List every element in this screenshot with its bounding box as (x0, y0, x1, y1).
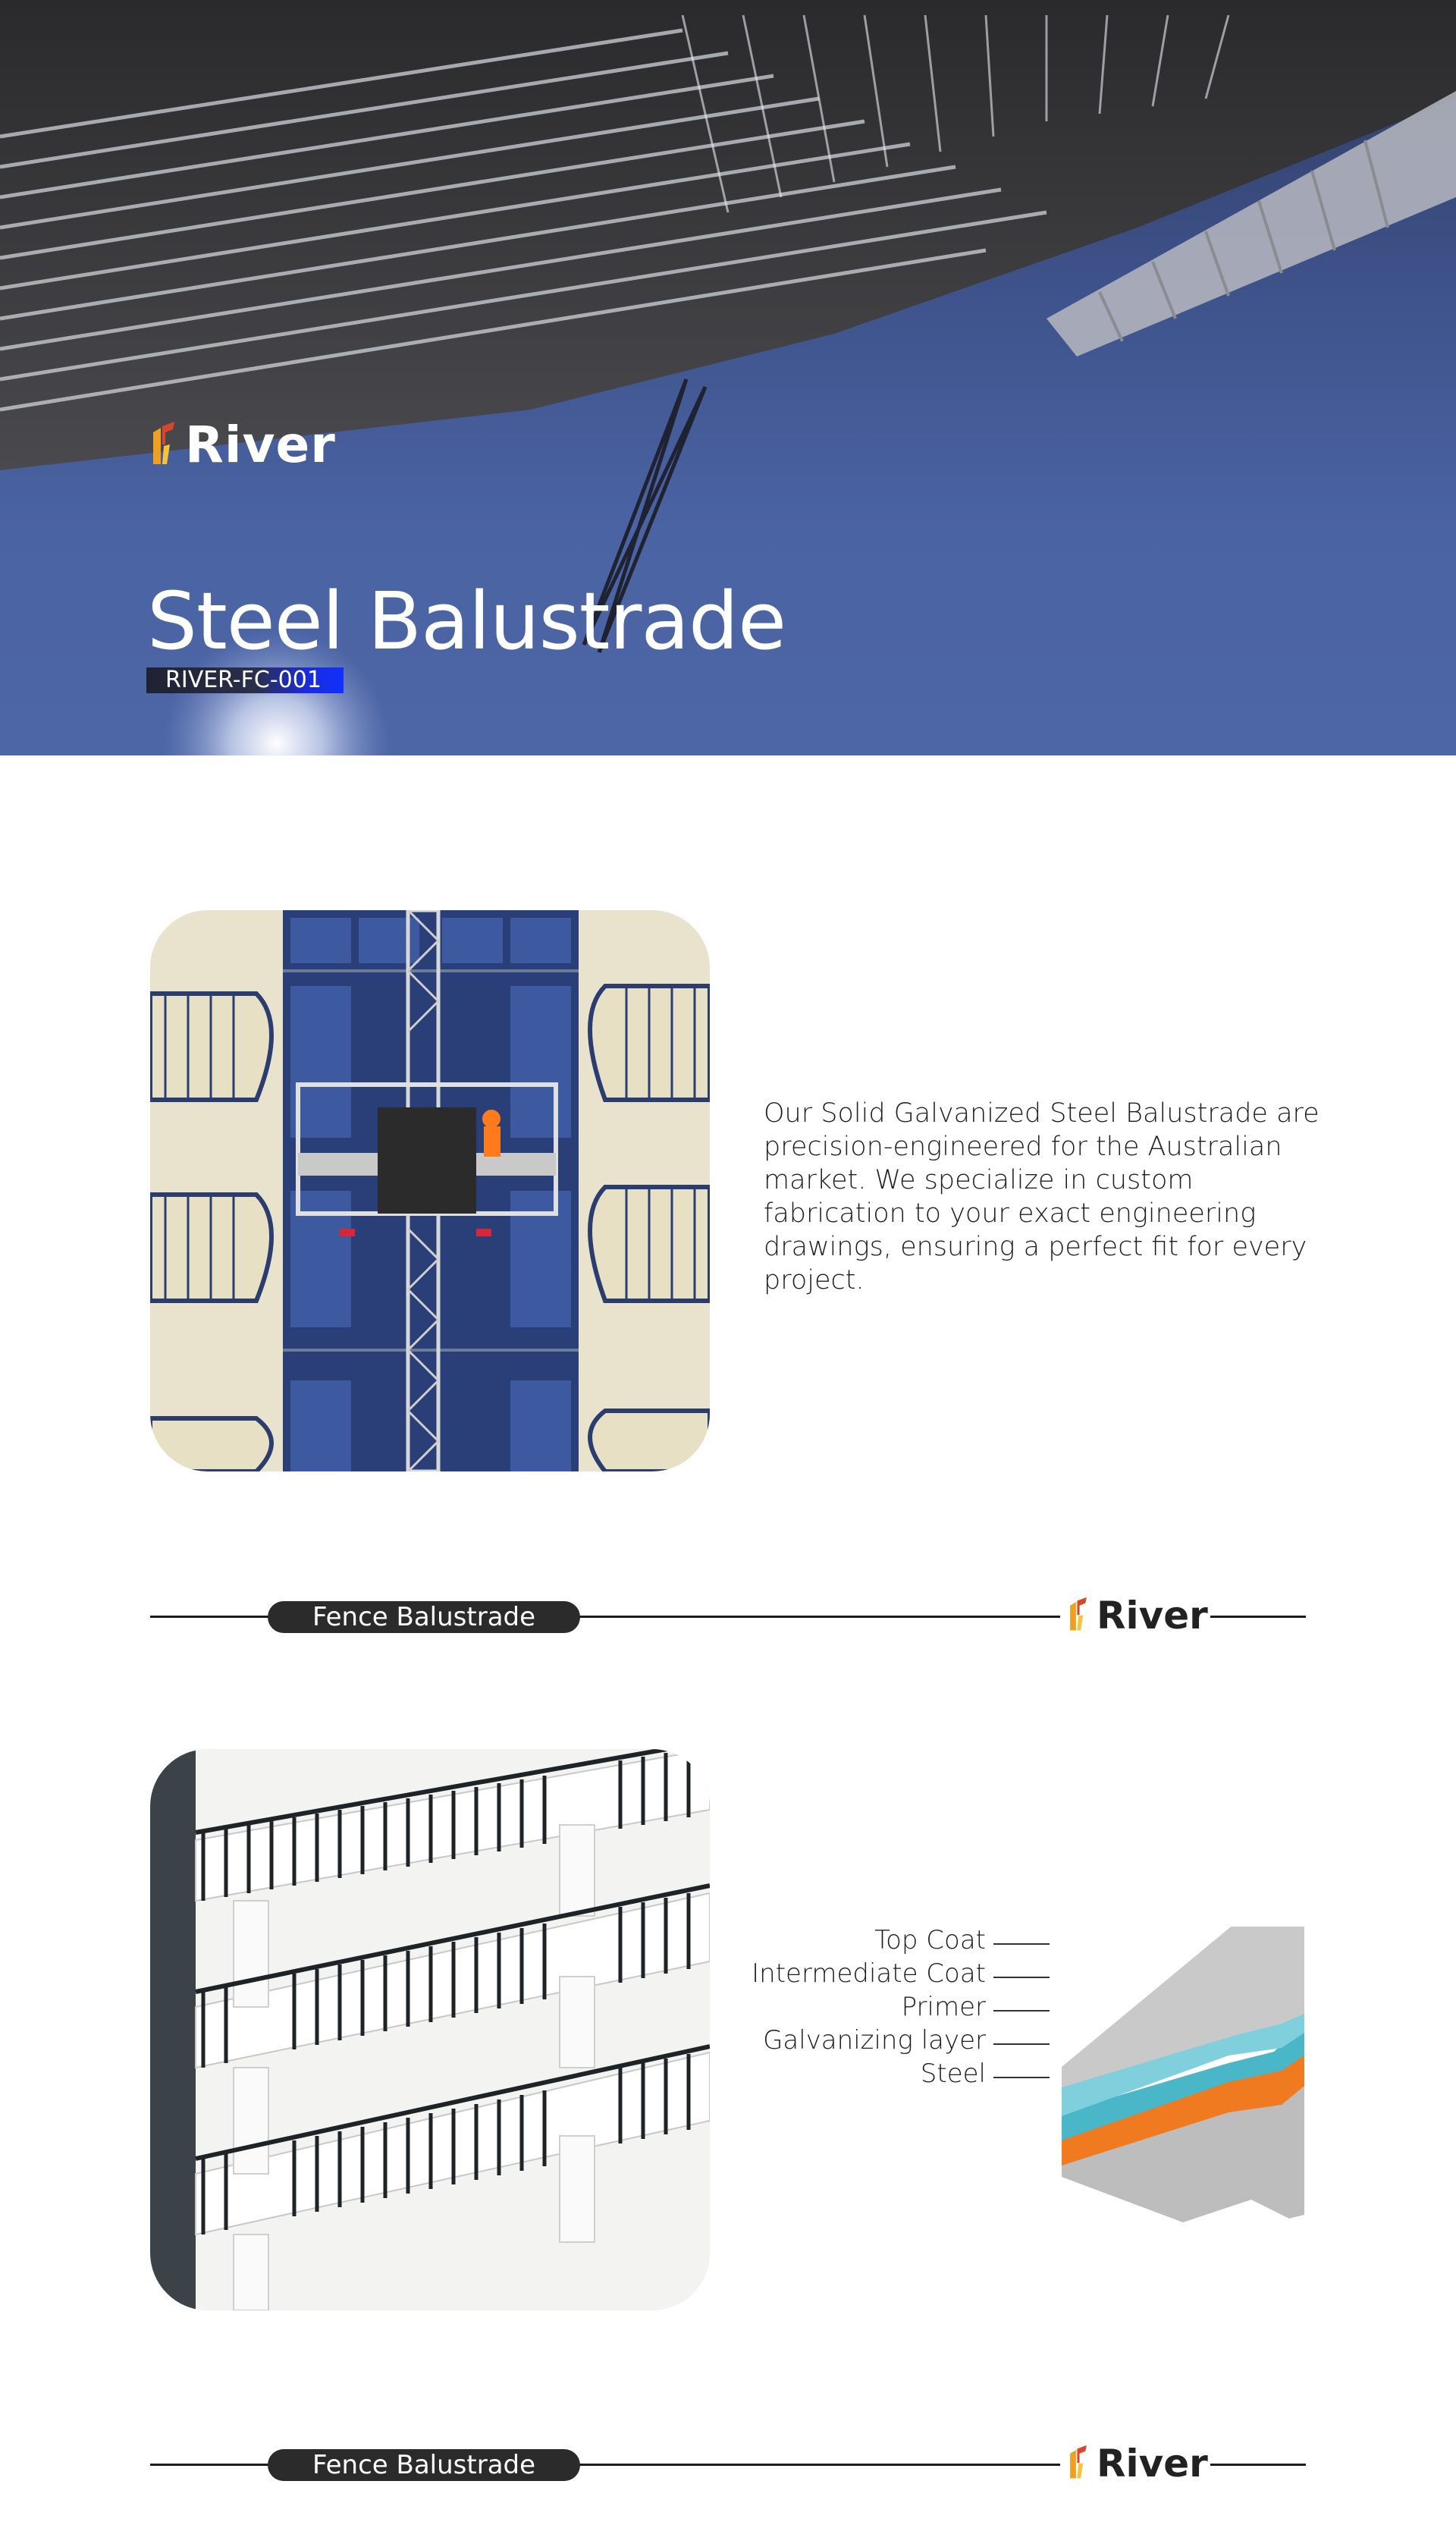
leader-line (993, 2043, 1050, 2045)
layer-label: Galvanizing layer (763, 2025, 986, 2056)
leader-line (993, 1943, 1050, 1945)
layer-label: Top Coat (874, 1925, 986, 1955)
page-title: Steel Balustrade (147, 575, 786, 667)
river-logo-icon (150, 422, 177, 469)
leader-line (993, 2077, 1050, 2078)
hero-banner (0, 0, 1456, 755)
divider-brand-logo[interactable] (1068, 2442, 1208, 2486)
hero-brand-logo[interactable] (150, 416, 336, 474)
river-logo-icon (1068, 1597, 1089, 1635)
product-code-badge: RIVER-FC-001 (146, 667, 344, 693)
coating-layers-diagram (752, 1925, 1304, 2245)
leader-line (993, 1977, 1050, 1978)
divider-line (575, 1616, 1060, 1618)
divider-line (1210, 1616, 1306, 1618)
section-label-pill: Fence Balustrade (268, 1601, 580, 1633)
section-divider (150, 2442, 1306, 2487)
divider-line (150, 2464, 271, 2466)
layer-label: Intermediate Coat (752, 1958, 986, 1989)
product-description: Our Solid Galvanized Steel Balustrade are precision-engineered for the Australian market. We specialize in custom fabrication to your exact engineering drawings, ensuring a perfect fit for every project. (764, 1098, 1320, 1295)
brand-name: River (1097, 2442, 1208, 2486)
leader-line (993, 2010, 1050, 2012)
divider-line (1210, 2464, 1306, 2466)
brand-name: River (1097, 1594, 1208, 1638)
divider-line (575, 2464, 1060, 2466)
divider-line (150, 1616, 271, 1618)
section-divider (150, 1594, 1306, 1639)
balcony-railings-photo (150, 1749, 710, 2310)
layer-label: Steel (920, 2059, 986, 2089)
river-logo-icon (1068, 2445, 1089, 2483)
divider-brand-logo[interactable] (1068, 1594, 1208, 1638)
section-label-pill: Fence Balustrade (268, 2449, 580, 2481)
hoist-platform-photo (150, 910, 710, 1471)
layer-label: Primer (901, 1992, 986, 2022)
brand-name: River (185, 416, 336, 474)
